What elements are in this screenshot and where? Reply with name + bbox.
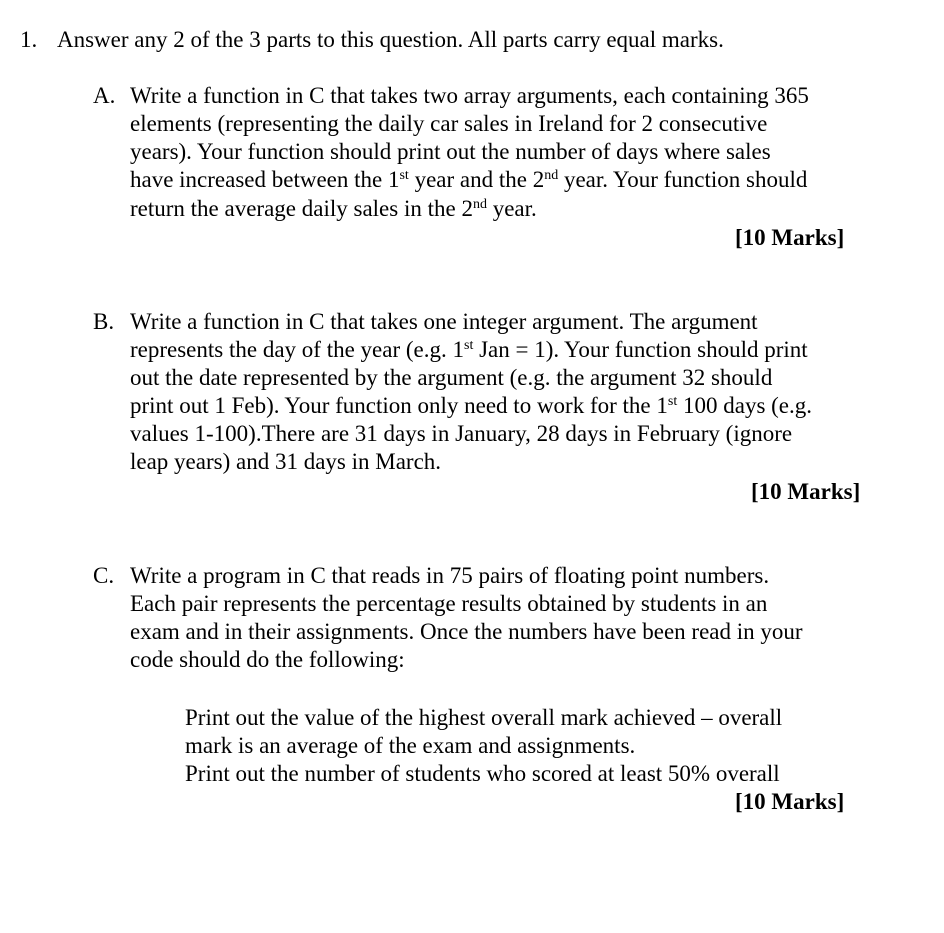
part-c-task-1-line-2: mark is an average of the exam and assignments. — [185, 733, 636, 758]
part-b-line-4 — [130, 392, 812, 420]
part-c-task-2: Print out the number of students who scored at least 50% overall — [185, 761, 780, 786]
part-b-line-2-text-b: Jan = 1). Your function should print — [473, 337, 808, 362]
part-b-line-4-sup: st — [667, 394, 678, 409]
part-a-line-5-text-b: year. — [486, 196, 537, 221]
part-a-line-5-sup: nd — [472, 197, 487, 212]
part-c-line-4: code should do the following: — [130, 647, 405, 672]
part-b-line-5: values 1-100).There are 31 days in January, 28 days in February (ignore — [130, 421, 793, 446]
part-b-label: B. — [93, 309, 115, 334]
part-b-line-2-sup: st — [464, 338, 474, 353]
part-a-line-4-text-c: year. Your function should — [558, 167, 808, 192]
question-number: 1. — [20, 27, 38, 52]
part-a-line-3: years). Your function should print out the number of days where sales — [130, 139, 771, 164]
part-b-line-2 — [130, 336, 808, 364]
part-a-line-4 — [130, 166, 807, 194]
part-c-line-3: exam and in their assignments. Once the numbers have been read in your — [130, 619, 803, 644]
part-a-line-5-text-a: return the average daily sales in the 2 — [130, 196, 473, 221]
part-c-line-2: Each pair represents the percentage results obtained by students in an — [130, 591, 768, 616]
question-instruction: Answer any 2 of the 3 parts to this question. All parts carry equal marks. — [57, 27, 724, 52]
part-a-line-4-text-a: have increased between the 1 — [130, 167, 400, 192]
part-a-line-4-sup-1: st — [399, 168, 409, 183]
part-b-line-2-text-a: represents the day of the year (e.g. 1 — [130, 337, 464, 362]
part-b-line-4-text-b: 100 days (e.g. — [677, 393, 813, 418]
part-b-line-3: out the date represented by the argument (e.g. the argument 32 should — [130, 365, 773, 390]
part-b-marks: [10 Marks] — [751, 479, 861, 504]
part-c-task-1-line-1: Print out the value of the highest overall mark achieved – overall — [185, 705, 783, 730]
part-c-line-1: Write a program in C that reads in 75 pairs of floating point numbers. — [130, 563, 770, 588]
part-a-line-1: Write a function in C that takes two array arguments, each containing 365 — [130, 83, 809, 108]
part-b-line-1: Write a function in C that takes one integer argument. The argument — [130, 309, 758, 334]
part-c-label: C. — [93, 563, 115, 588]
part-b-line-6: leap years) and 31 days in March. — [130, 449, 442, 474]
part-a-line-4-text-b: year and the 2 — [408, 167, 545, 192]
part-b-line-4-text-a: print out 1 Feb). Your function only need to work for the 1 — [130, 393, 668, 418]
part-a-marks: [10 Marks] — [735, 225, 845, 250]
part-c-marks: [10 Marks] — [735, 789, 845, 814]
part-a-line-5 — [130, 195, 537, 223]
part-a-line-4-sup-2: nd — [544, 168, 559, 183]
part-a-line-2: elements (representing the daily car sales in Ireland for 2 consecutive — [130, 111, 768, 136]
part-a-label: A. — [93, 83, 116, 108]
